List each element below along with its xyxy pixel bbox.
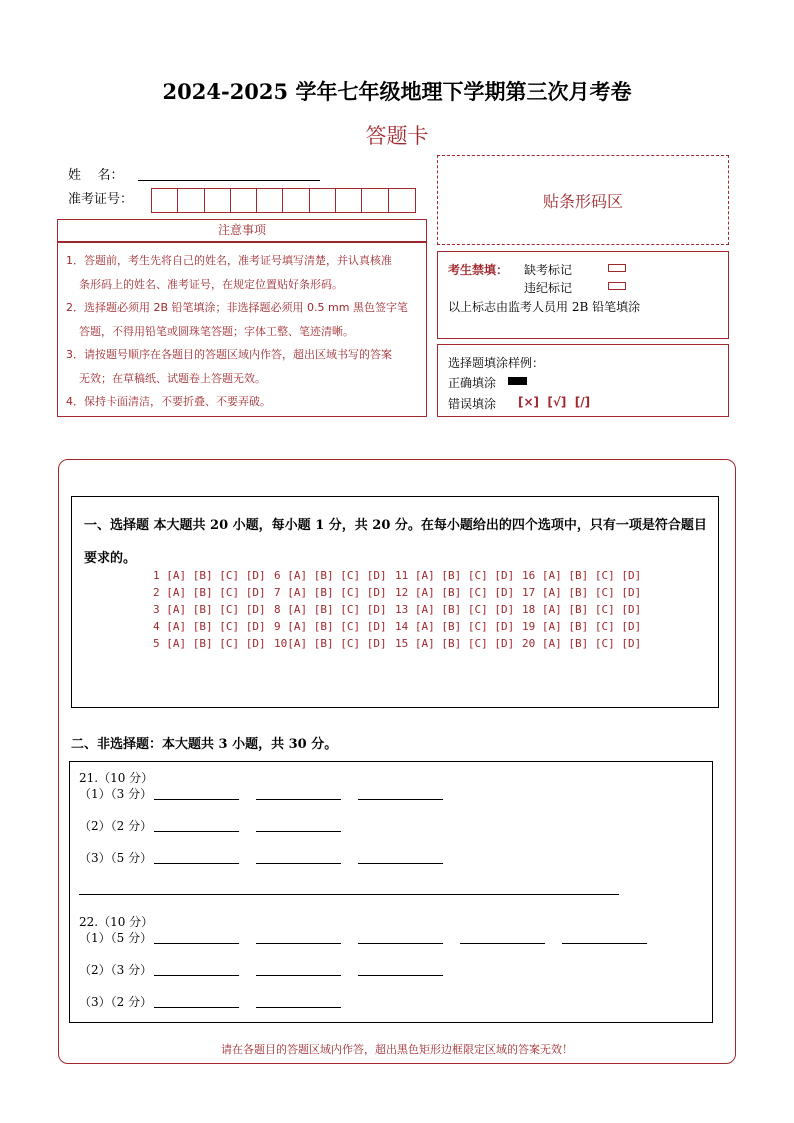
- choice-question-row[interactable]: 11 [A] [B] [C] [D]: [395, 569, 515, 582]
- answer-blank[interactable]: [154, 943, 239, 944]
- non-choice-section: [69, 761, 713, 1023]
- fill-sample-title: 选择题填涂样例：: [448, 356, 545, 370]
- notice-heading: 注意事项: [57, 219, 427, 242]
- exam-id-digit-box[interactable]: [152, 189, 178, 212]
- notice-item-line: 答题，不得用铅笔或圆珠笔答题；字体工整、笔迹清晰。: [79, 324, 354, 338]
- choice-question-row[interactable]: 2 [A] [B] [C] [D]: [153, 586, 266, 599]
- absent-mark-box[interactable]: [608, 264, 626, 272]
- choice-question-row[interactable]: 14 [A] [B] [C] [D]: [395, 620, 515, 633]
- exam-id-digit-box[interactable]: [389, 189, 415, 212]
- choice-question-row[interactable]: 20 [A] [B] [C] [D]: [522, 637, 642, 650]
- choice-question-row[interactable]: 1 [A] [B] [C] [D]: [153, 569, 266, 582]
- answer-blank[interactable]: [358, 799, 443, 800]
- answer-blank[interactable]: [256, 975, 341, 976]
- choice-question-row[interactable]: 16 [A] [B] [C] [D]: [522, 569, 642, 582]
- fill-sample-box: [437, 344, 729, 417]
- exam-id-digit-box[interactable]: [178, 189, 204, 212]
- answer-blank[interactable]: [358, 863, 443, 864]
- question-22-part-label: （3）（2 分）: [79, 995, 153, 1009]
- answer-blank[interactable]: [154, 799, 239, 800]
- answer-blank[interactable]: [256, 799, 341, 800]
- exam-id-digit-box[interactable]: [283, 189, 309, 212]
- notice-item-line: 无效；在草稿纸、试题卷上答题无效。: [79, 371, 266, 385]
- question-22-part-label: （2）（3 分）: [79, 963, 153, 977]
- correct-fill-mark: [508, 377, 527, 385]
- choice-question-row[interactable]: 17 [A] [B] [C] [D]: [522, 586, 642, 599]
- wrong-fill-label: 错误填涂: [448, 397, 497, 411]
- choice-question-row[interactable]: 5 [A] [B] [C] [D]: [153, 637, 266, 650]
- exam-id-label: 准考证号：: [68, 192, 134, 207]
- choice-column: [153, 567, 266, 652]
- answer-blank[interactable]: [154, 863, 239, 864]
- answer-blank[interactable]: [256, 863, 341, 864]
- answer-blank[interactable]: [256, 831, 341, 832]
- footer-note: 请在各题目的答题区域内作答，超出黑色矩形边框限定区域的答案无效！: [221, 1043, 573, 1056]
- answer-blank[interactable]: [154, 831, 239, 832]
- name-label: 姓 名：: [68, 168, 124, 183]
- question-22-title: 22.（10 分）: [79, 915, 154, 929]
- answer-blank[interactable]: [358, 975, 443, 976]
- answer-blank[interactable]: [256, 1007, 341, 1008]
- exam-id-digit-box[interactable]: [362, 189, 388, 212]
- answer-blank[interactable]: [562, 943, 647, 944]
- answer-blank[interactable]: [460, 943, 545, 944]
- choice-question-row[interactable]: 12 [A] [B] [C] [D]: [395, 586, 515, 599]
- notice-item-line: 3．请按题号顺序在各题目的答题区域内作答，超出区域书写的答案: [66, 348, 392, 361]
- choice-column: [395, 567, 514, 652]
- answer-blank[interactable]: [358, 943, 443, 944]
- page-subtitle: 答题卡: [365, 124, 429, 148]
- choice-question-row[interactable]: 15 [A] [B] [C] [D]: [395, 637, 515, 650]
- choice-question-row[interactable]: 10[A] [B] [C] [D]: [274, 637, 387, 650]
- answer-blank[interactable]: [154, 1007, 239, 1008]
- answer-long-blank[interactable]: [79, 894, 619, 895]
- question-21-part-label: （3）（5 分）: [79, 851, 153, 865]
- name-field[interactable]: [138, 180, 320, 181]
- exam-id-digit-box[interactable]: [205, 189, 231, 212]
- absent-mark-label: 缺考标记: [524, 263, 573, 277]
- notice-item-line: 条形码上的姓名、准考证号，在规定位置贴好条形码。: [79, 277, 343, 291]
- choice-question-row[interactable]: 8 [A] [B] [C] [D]: [274, 603, 387, 616]
- question-21-part-label: （2）（2 分）: [79, 819, 153, 833]
- answer-blank[interactable]: [154, 975, 239, 976]
- exam-id-digit-box[interactable]: [231, 189, 257, 212]
- answer-blank[interactable]: [256, 943, 341, 944]
- choice-column: [522, 567, 641, 652]
- wrong-fill-marks: [×] [√] [/]: [518, 395, 591, 409]
- choice-question-row[interactable]: 18 [A] [B] [C] [D]: [522, 603, 642, 616]
- correct-fill-label: 正确填涂: [448, 376, 497, 390]
- multiple-choice-header: 一、选择题 本大题共 20 小题，每小题 1 分，共 20 分。在每小题给出的四个选项中，只有一项是符合题目要求的。: [84, 518, 707, 566]
- violation-mark-box[interactable]: [608, 282, 626, 290]
- question-22-part-label: （1）（5 分）: [79, 931, 153, 945]
- barcode-area: 贴条形码区: [437, 155, 729, 245]
- violation-mark-label: 违纪标记: [524, 281, 573, 295]
- examiner-note: 以上标志由监考人员用 2B 铅笔填涂: [448, 300, 641, 314]
- multiple-choice-section: [71, 496, 719, 708]
- notice-item-line: 2．选择题必须用 2B 铅笔填涂；非选择题必须用 0.5 mm 黑色签字笔: [66, 301, 408, 314]
- choice-question-row[interactable]: 13 [A] [B] [C] [D]: [395, 603, 515, 616]
- choice-question-row[interactable]: 9 [A] [B] [C] [D]: [274, 620, 387, 633]
- page-title: 2024-2025 学年七年级地理下学期第三次月考卷: [162, 79, 632, 104]
- examiner-only-box: [437, 251, 729, 339]
- notice-item-line: 1．答题前，考生先将自己的姓名，准考证号填写清楚，并认真核准: [66, 254, 392, 267]
- question-21-part-label: （1）（3 分）: [79, 787, 153, 801]
- choice-column: [274, 567, 387, 652]
- exam-id-boxes[interactable]: [151, 188, 416, 213]
- choice-question-row[interactable]: 19 [A] [B] [C] [D]: [522, 620, 642, 633]
- choice-question-row[interactable]: 6 [A] [B] [C] [D]: [274, 569, 387, 582]
- non-choice-header: 二、非选择题：本大题共 3 小题，共 30 分。: [71, 737, 338, 752]
- notice-item-line: 4．保持卡面清洁，不要折叠、不要弄破。: [66, 395, 271, 408]
- exam-id-digit-box[interactable]: [257, 189, 283, 212]
- choice-question-row[interactable]: 3 [A] [B] [C] [D]: [153, 603, 266, 616]
- notice-box: [57, 242, 427, 417]
- choice-question-row[interactable]: 7 [A] [B] [C] [D]: [274, 586, 387, 599]
- question-21-title: 21.（10 分）: [79, 771, 154, 785]
- choice-question-row[interactable]: 4 [A] [B] [C] [D]: [153, 620, 266, 633]
- exam-id-digit-box[interactable]: [336, 189, 362, 212]
- examiner-only-title: 考生禁填：: [448, 263, 509, 277]
- exam-id-digit-box[interactable]: [310, 189, 336, 212]
